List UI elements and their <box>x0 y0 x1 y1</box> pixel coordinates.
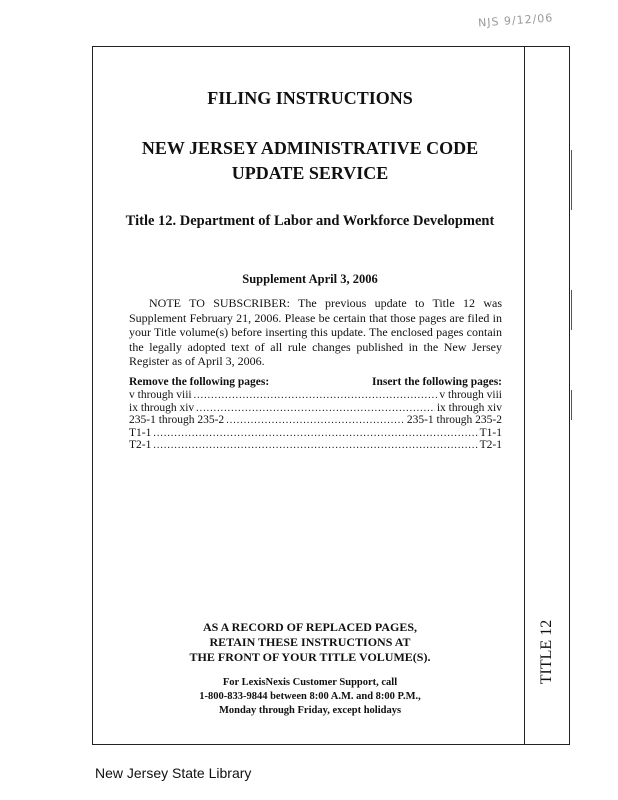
remove-pages: ix through xiv <box>129 401 195 414</box>
code-title-line1: NEW JERSEY ADMINISTRATIVE CODE <box>141 138 479 158</box>
table-row <box>129 414 502 427</box>
record-notice <box>100 620 520 665</box>
spine-label-text: TITLE 12 <box>538 619 555 685</box>
customer-support <box>100 676 520 718</box>
record-notice-line: THE FRONT OF YOUR TITLE VOLUME(S). <box>189 650 431 664</box>
remove-pages: 235-1 through 235-2 <box>129 414 225 426</box>
support-line: For LexisNexis Customer Support, call <box>222 677 398 688</box>
record-notice-line: AS A RECORD OF REPLACED PAGES, <box>202 620 418 634</box>
insert-header: Insert the following pages: <box>371 376 502 388</box>
table-row <box>129 389 502 402</box>
dot-leader <box>226 415 405 428</box>
support-phone: 1-800-833-9844 between 8:00 A.M. and 8:00 P.M., <box>199 691 421 702</box>
supplement-date: Supplement April 3, 2006 <box>242 272 378 286</box>
remove-header: Remove the following pages: <box>129 376 270 388</box>
support-hours: Monday through Friday, except holidays <box>218 705 402 716</box>
remove-pages: T1-1 <box>129 426 152 439</box>
spine-edge-mark <box>571 390 572 420</box>
dot-leader <box>153 428 477 441</box>
remove-pages: v through viii <box>129 389 192 401</box>
page-heading: FILING INSTRUCTIONS <box>207 88 413 108</box>
insert-pages: T1-1 <box>479 426 502 439</box>
table-row <box>129 439 502 452</box>
code-title <box>100 136 520 186</box>
insert-pages: T2-1 <box>479 439 502 451</box>
remove-pages: T2-1 <box>129 439 152 451</box>
dot-leader <box>194 390 438 403</box>
spine-edge-mark <box>571 150 572 210</box>
bottom-rule <box>92 744 570 745</box>
pages-table <box>129 376 502 452</box>
insert-pages: 235-1 through 235-2 <box>406 414 502 426</box>
pages-table-header <box>129 376 502 389</box>
title-line: Title 12. Department of Labor and Workforce Development <box>125 213 495 229</box>
spine-edge-mark <box>571 290 572 330</box>
table-row <box>129 427 502 440</box>
dot-leader <box>196 403 435 416</box>
subscriber-note: NOTE TO SUBSCRIBER: The previous update to Title 12 was Supplement February 21, 2006. Please be certain that those pages are filed in your Title volume(s) before inserting this update. The enclosed pages contain the legally adopted text of all rule changes published in the New Jersey Register as of April 3, 2006. <box>129 296 502 368</box>
table-row <box>129 402 502 415</box>
insert-pages: ix through xiv <box>436 401 502 414</box>
insert-pages: v through viii <box>439 389 502 401</box>
record-notice-line: RETAIN THESE INSTRUCTIONS AT <box>209 635 411 649</box>
library-stamp: New Jersey State Library <box>95 765 252 781</box>
handwritten-annotation: NJS 9/12/06 <box>477 11 554 30</box>
code-title-line2: UPDATE SERVICE <box>231 163 389 183</box>
dot-leader <box>153 440 477 453</box>
spine-divider <box>524 46 525 745</box>
